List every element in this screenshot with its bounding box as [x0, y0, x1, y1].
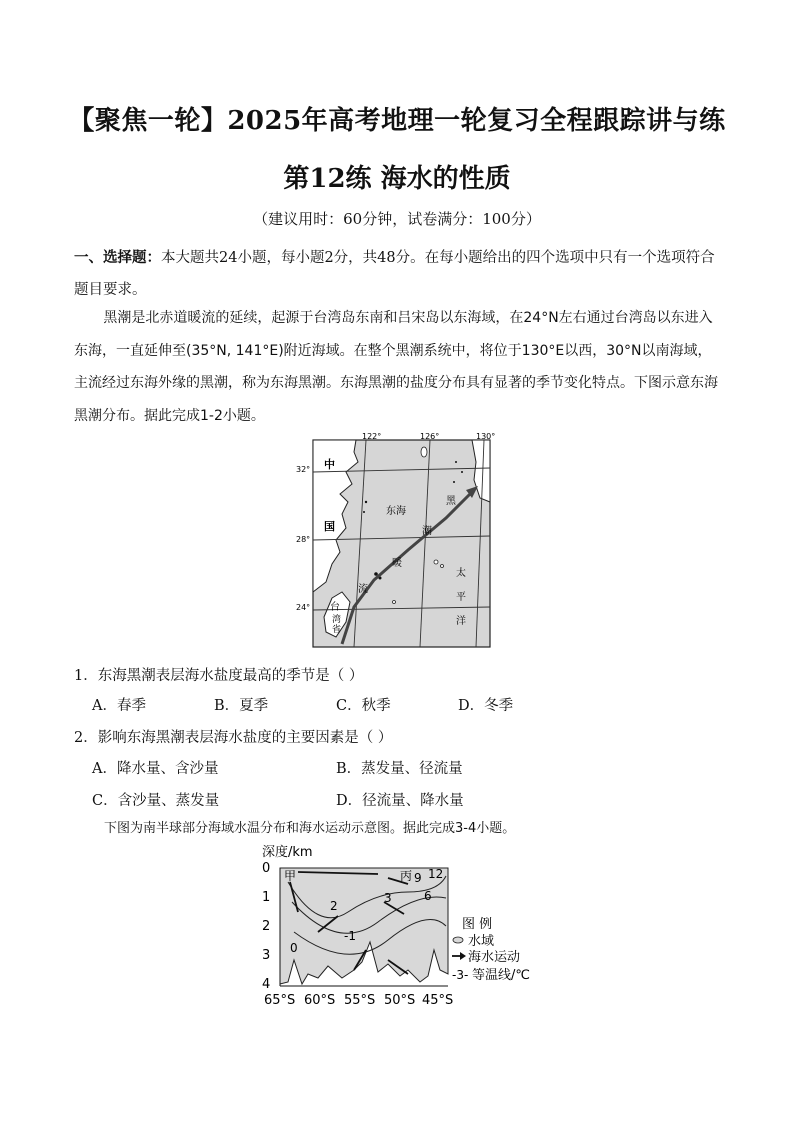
y-tick-label: 4 — [262, 977, 271, 992]
isotherm-label: 0 — [290, 941, 298, 955]
exam-note: （建议用时：60分钟，试卷满分：100分） — [253, 210, 541, 228]
label-chao: 潮 — [422, 526, 432, 537]
section-prefix: 一、选择题： — [74, 249, 161, 266]
x-tick-label: 50°S — [384, 993, 416, 1008]
y-axis-label: 深度/km — [262, 845, 313, 860]
exercise-title: 第12练 海水的性质 — [283, 164, 511, 194]
isotherm-label: 9 — [414, 871, 422, 885]
x-tick-label: 55°S — [344, 993, 376, 1008]
island — [441, 565, 444, 568]
island — [365, 501, 367, 503]
label-taiwan: 湾 — [332, 615, 342, 625]
isotherm-label: 6 — [424, 889, 432, 903]
page-title: 【聚焦一轮】2025年高考地理一轮复习全程跟踪讲与练 — [68, 106, 726, 136]
q2-option-b[interactable]: B．蒸发量、径流量 — [336, 761, 463, 777]
water-area — [280, 868, 448, 984]
lat-label: 28° — [296, 535, 311, 544]
legend-arrowhead-icon — [460, 952, 466, 960]
lat-label: 32° — [296, 465, 311, 474]
section-text: 本大题共24小题，每小题2分，共48分。在每小题给出的四个选项中只有一个选项符合题目要求。 — [74, 250, 715, 298]
label-pacific: 平 — [456, 592, 466, 603]
q2-option-d[interactable]: D．径流量、降水量 — [336, 793, 464, 809]
point-bing: 丙 — [400, 869, 413, 883]
isotherm-label: 3 — [384, 891, 392, 905]
lon-label: 122° — [362, 432, 382, 441]
isotherm-label: 2 — [330, 899, 338, 913]
label-pacific: 洋 — [456, 616, 466, 627]
island — [434, 560, 438, 564]
label-taiwan: 台 — [330, 602, 340, 613]
label-china: 中 — [324, 458, 335, 471]
island — [461, 471, 463, 473]
y-tick-label: 2 — [262, 919, 271, 934]
legend-motion: 海水运动 — [468, 950, 521, 965]
y-tick-label: 1 — [262, 890, 271, 905]
label-pacific: 太 — [456, 568, 466, 579]
island — [393, 601, 396, 604]
kuroshio-map — [296, 432, 500, 650]
label-nuan: 暖 — [392, 558, 402, 569]
question-1-stem: 1．东海黑潮表层海水盐度最高的季节是（ ） — [74, 668, 364, 684]
x-tick-label: 60°S — [304, 993, 336, 1008]
island — [363, 511, 365, 513]
passage-kuroshio: 黑潮是北赤道暖流的延续，起源于台湾岛东南和吕宋岛以东海域，在24°N左右通过台湾岛以东进入东海，一直延伸至(35°N, 141°E)附近海域。在整个黑潮系统中，将位于130°E以西，30°N以南海域，主流经过东海外缘的黑潮，称为东海黑潮。东海黑潮的盐度分布具有显著的季节变化特点。下图示意东海黑潮分布。据此完成1-2小题。 — [74, 310, 718, 424]
q1-option-d[interactable]: D．冬季 — [458, 698, 514, 714]
legend-isotherm: 等温线/℃ — [472, 968, 530, 983]
lon-label: 130° — [476, 432, 496, 441]
q1-option-b[interactable]: B．夏季 — [214, 698, 269, 714]
legend-isotherm-sample: -3- — [452, 968, 469, 982]
x-tick-label: 45°S — [422, 993, 454, 1008]
island — [455, 461, 457, 463]
label-taiwan: 省 — [332, 625, 342, 635]
section-instructions — [74, 242, 724, 306]
question-2-stem: 2．影响东海黑潮表层海水盐度的主要因素是（ ） — [74, 730, 393, 746]
legend-title: 图 例 — [462, 917, 493, 932]
q1-option-a[interactable]: A．春季 — [92, 698, 146, 714]
y-tick-label: 3 — [262, 948, 271, 963]
label-liu: 流 — [358, 584, 368, 595]
lat-label: 24° — [296, 603, 311, 612]
island — [421, 447, 427, 457]
isotherm-label: 12 — [428, 867, 444, 881]
label-hei: 黑 — [446, 496, 456, 507]
x-tick-label: 65°S — [264, 993, 296, 1008]
lon-label: 126° — [420, 432, 440, 441]
label-china: 国 — [324, 520, 335, 533]
q2-option-c[interactable]: C．含沙量、蒸发量 — [92, 793, 220, 809]
passage-southern-ocean: 下图为南半球部分海域水温分布和海水运动示意图。据此完成3-4小题。 — [104, 821, 516, 836]
q2-option-a[interactable]: A．降水量、含沙量 — [92, 761, 219, 777]
legend-water-swatch — [453, 937, 463, 943]
label-donghai: 东海 — [386, 506, 406, 517]
legend-water: 水域 — [468, 934, 495, 949]
q1-option-c[interactable]: C．秋季 — [336, 698, 391, 714]
y-tick-label: 0 — [262, 861, 271, 876]
ocean-section-diagram — [258, 842, 538, 1012]
isotherm-label: -1 — [344, 929, 356, 943]
island — [453, 481, 455, 483]
point-jia: 甲 — [284, 869, 297, 883]
